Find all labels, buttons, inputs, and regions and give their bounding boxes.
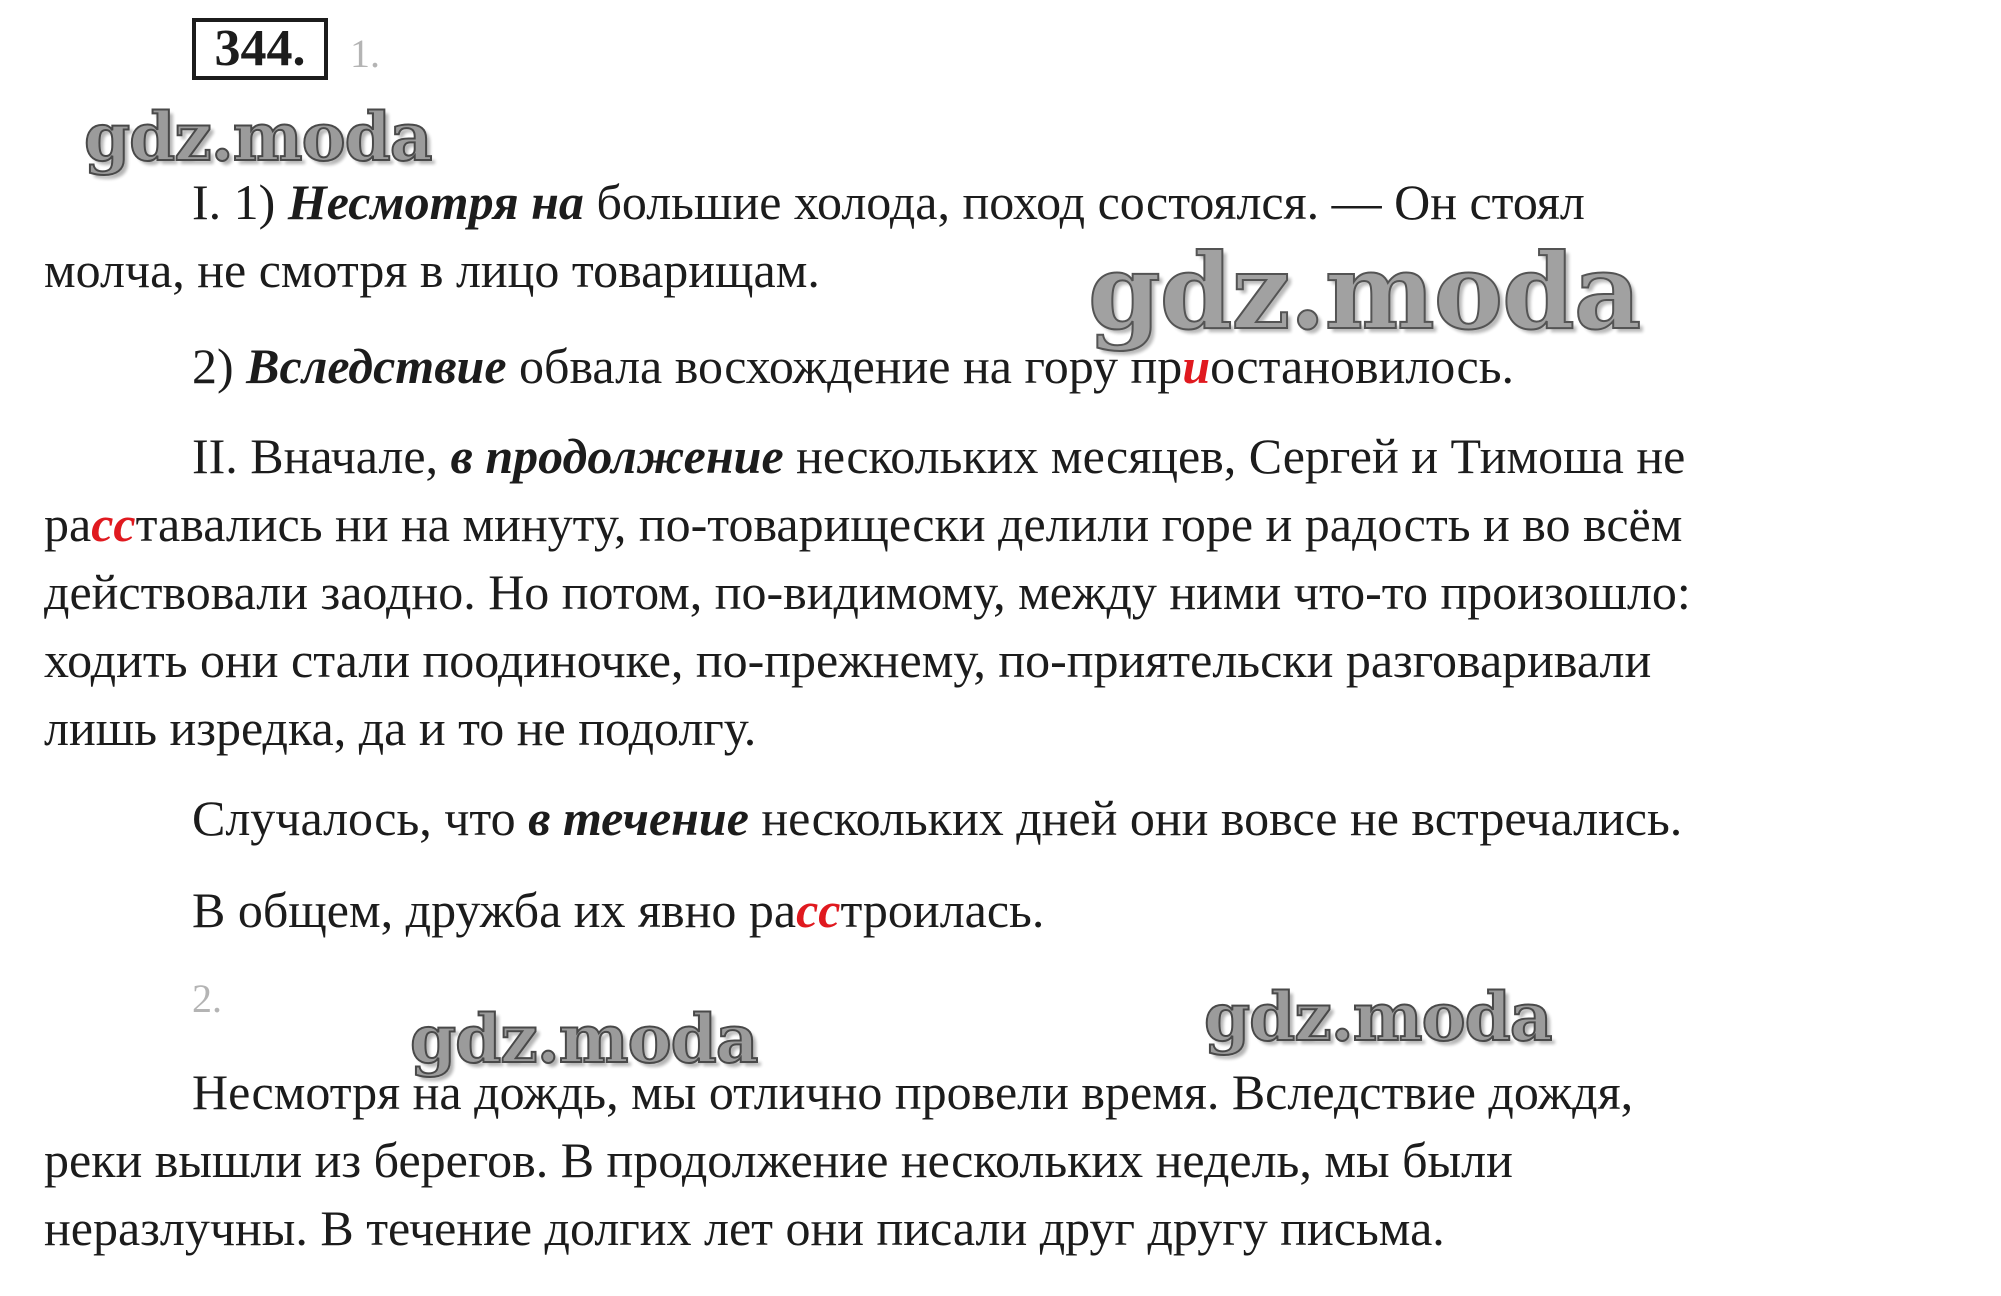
part-2-line-1-rest: нескольких месяцев, Сергей и Тимоша не: [783, 428, 1686, 484]
watermark-logo-4: gdz.moda: [1204, 978, 1552, 1056]
item-1-rest: большие холода, поход состоялся. — Он стоял: [583, 174, 1585, 230]
item-1-line-2: молча, не смотря в лицо товарищам.: [44, 242, 820, 298]
part-2-line-2: [44, 494, 1682, 554]
item-2-rest-a: обвала восхождение на гору пр: [506, 338, 1183, 394]
part-2-line-5: лишь изредка, да и то не подолгу.: [44, 700, 757, 756]
item-1-keyword: Несмотря на: [287, 174, 584, 230]
part-2-line-2-a: ра: [44, 496, 92, 552]
section-2-label: 2.: [192, 976, 222, 1021]
part-2-keyword-1: в продолжение: [450, 428, 784, 484]
task-number-box: 344.: [192, 18, 328, 80]
section-1-label: 1.: [350, 31, 380, 76]
item-1-prefix: I. 1): [192, 174, 288, 230]
part-3-line-1: Несмотря на дождь, мы отлично провели время. Вследствие дождя,: [192, 1064, 1634, 1120]
part-3-line-2: реки вышли из берегов. В продолжение нескольких недель, мы были: [44, 1132, 1513, 1188]
part-2-line-6-prefix: Случалось, что: [192, 790, 529, 846]
part-2-line-3: действовали заодно. Но потом, по-видимому, между ними что-то произошло:: [44, 564, 1691, 620]
watermark-logo-3: gdz.moda: [410, 1000, 758, 1078]
part-2-line-7-b: троилась.: [840, 882, 1045, 938]
part-2-line-2-b: тавались ни на минуту, по-товарищески делили горе и радость и во всём: [135, 496, 1683, 552]
part-2-highlight-1: сс: [91, 496, 136, 552]
watermark-logo-2: gdz.moda: [1088, 230, 1641, 353]
item-2-prefix: 2): [192, 338, 247, 394]
watermark-logo-1: gdz.moda: [84, 98, 432, 176]
part-2-line-7-a: В общем, дружба их явно ра: [192, 882, 797, 938]
part-2-line-7: [192, 880, 1044, 940]
item-1-line-1: [192, 172, 1585, 232]
part-2-line-1: [192, 426, 1685, 486]
part-2-line-6: [192, 788, 1682, 848]
item-2-keyword: Вследствие: [246, 338, 507, 394]
part-2-line-4: ходить они стали поодиночке, по-прежнему, по-приятельски разговаривали: [44, 632, 1652, 688]
part-3-line-3: неразлучны. В течение долгих лет они писали друг другу письма.: [44, 1200, 1445, 1256]
part-2-highlight-2: сс: [796, 882, 841, 938]
item-2-highlight: и: [1182, 338, 1211, 394]
item-2-rest-b: остановилось.: [1210, 338, 1515, 394]
part-2-keyword-2: в течение: [528, 790, 749, 846]
part-2-line-6-rest: нескольких дней они вовсе не встречались.: [748, 790, 1683, 846]
part-2-prefix: II. Вначале,: [192, 428, 451, 484]
